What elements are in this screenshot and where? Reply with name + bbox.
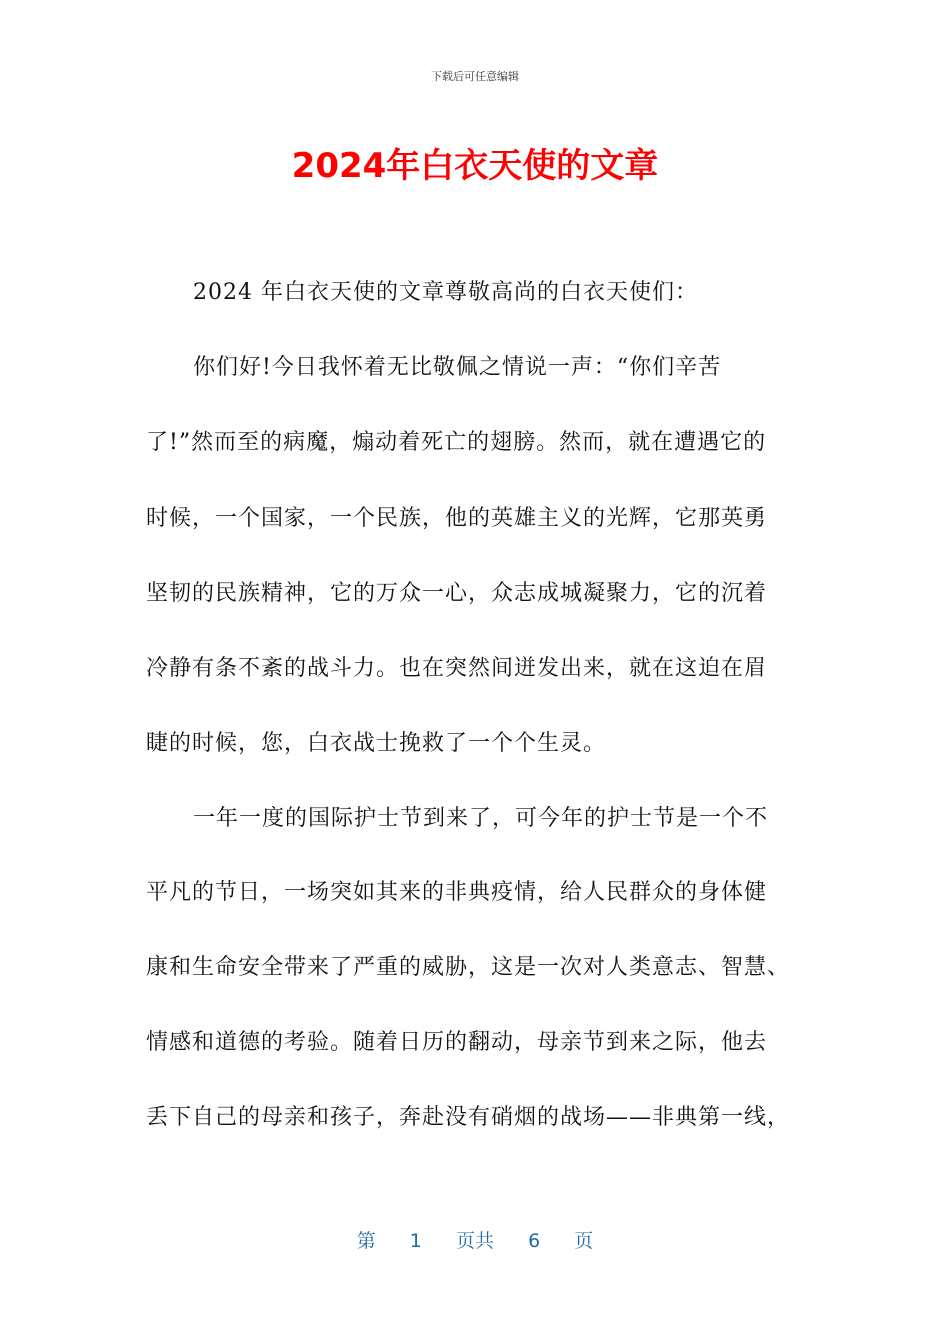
body-line: 睫的时候，您，白衣战士挽救了一个个生灵。 <box>146 731 607 756</box>
body-line: 平凡的节日，一场突如其来的非典疫情，给人民群众的身体健 <box>146 880 768 905</box>
page-footer <box>0 1226 950 1253</box>
body-line: 2024 年白衣天使的文章尊敬高尚的白衣天使们： <box>193 280 698 305</box>
footer-total-pages: 6 <box>528 1230 541 1252</box>
body-line: 冷静有条不紊的战斗力。也在突然间迸发出来，就在这迫在眉 <box>146 656 768 681</box>
body-line: 了!”然而至的病魔，煽动着死亡的翅膀。然而，就在遭遇它的 <box>146 430 767 455</box>
body-line: 情感和道德的考验。随着日历的翻动，母亲节到来之际，他去 <box>146 1030 768 1055</box>
header-note: 下载后可任意编辑 <box>431 70 519 83</box>
footer-prefix: 第 <box>356 1230 376 1252</box>
body-line: 一年一度的国际护士节到来了，可今年的护士节是一个不 <box>193 806 769 831</box>
document-title: 2024年白衣天使的文章 <box>291 146 659 186</box>
body-line: 康和生命安全带来了严重的威胁，这是一次对人类意志、智慧、 <box>146 955 791 980</box>
body-line: 时候，一个国家，一个民族，他的英雄主义的光辉，它那英勇 <box>146 506 768 531</box>
footer-current-page: 1 <box>409 1230 422 1252</box>
footer-suffix: 页 <box>574 1230 594 1252</box>
body-line: 丢下自己的母亲和孩子，奔赴没有硝烟的战场——非典第一线， <box>146 1105 791 1130</box>
body-line: 你们好!今日我怀着无比敬佩之情说一声：“你们辛苦 <box>193 355 722 380</box>
footer-middle: 页共 <box>455 1230 494 1252</box>
body-line: 坚韧的民族精神，它的万众一心，众志成城凝聚力，它的沉着 <box>146 581 768 606</box>
